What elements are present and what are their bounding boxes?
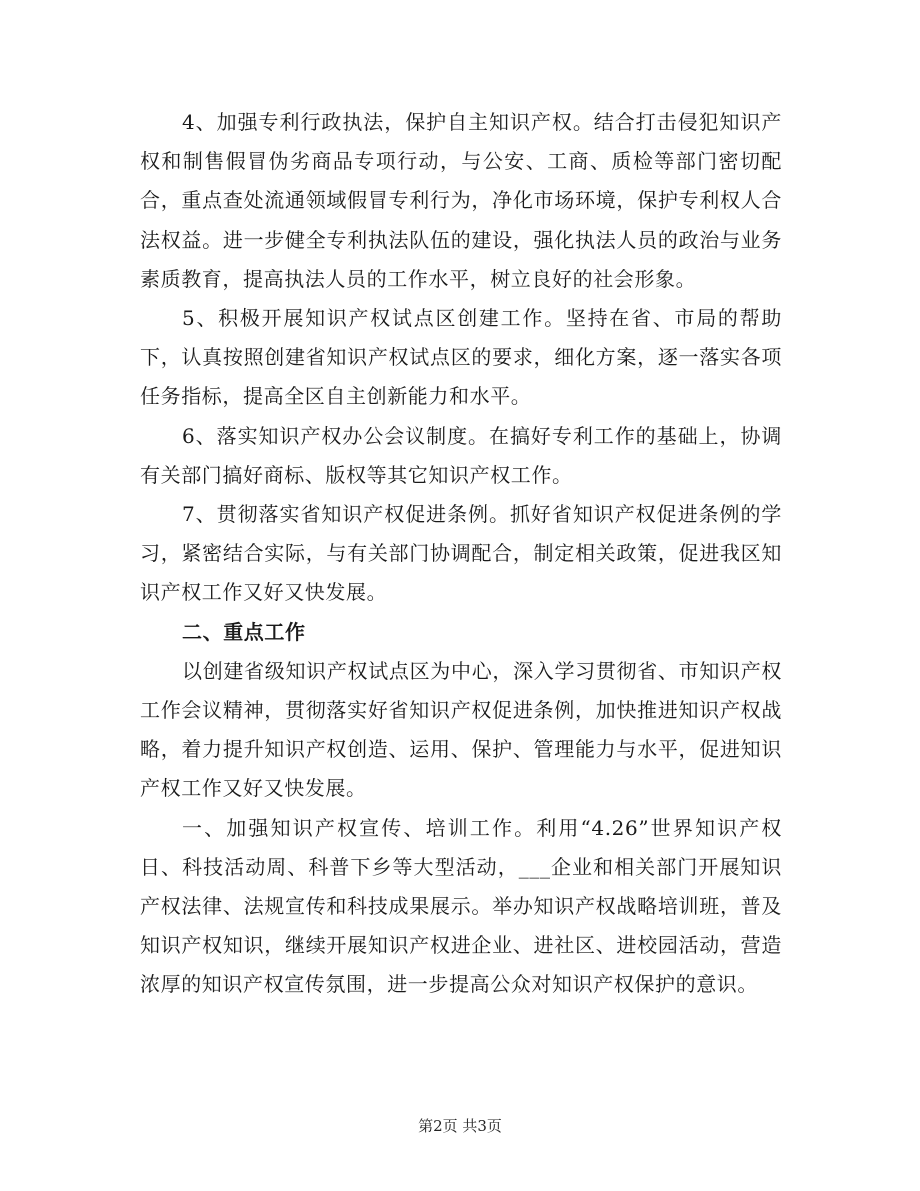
page-indicator: 第2页 共3页 [418, 1117, 502, 1135]
paragraph-item-5: 5、积极开展知识产权试点区创建工作。坚持在省、市局的帮助下，认真按照创建省知识产权试点区的要求，细化方案，逐一落实各项任务指标，提高全区自主创新能力和水平。 [140, 306, 782, 409]
section-heading: 二、重点工作 [182, 619, 306, 644]
paragraph-item-7: 7、贯彻落实省知识产权促进条例。抓好省知识产权促进条例的学习，紧密结合实际，与有关部门协调配合，制定相关政策，促进我区知识产权工作又好又快发展。 [140, 502, 782, 605]
paragraph-item-one: 一、加强知识产权宣传、培训工作。利用“4.26”世界知识产权日、科技活动周、科普下乡等大型活动，___企业和相关部门开展知识产权法律、法规宣传和科技成果展示。举办知识产权战略培训班，普及知识产权知识，继续开展知识产权进企业、进社区、进校园活动，营造浓厚的知识产权宣传氛围，进一步提高公众对知识产权保护的意识。 [140, 815, 782, 997]
document-body [140, 103, 782, 1005]
paragraph-intro: 以创建省级知识产权试点区为中心，深入学习贯彻省、市知识产权工作会议精神，贯彻落实好省知识产权促进条例，加快推进知识产权战略，着力提升知识产权创造、运用、保护、管理能力与水平，促进知识产权工作又好又快发展。 [140, 658, 782, 801]
paragraph-item-6: 6、落实知识产权办公会议制度。在搞好专利工作的基础上，协调有关部门搞好商标、版权等其它知识产权工作。 [140, 423, 782, 487]
paragraph-item-4: 4、加强专利行政执法，保护自主知识产权。结合打击侵犯知识产权和制售假冒伪劣商品专项行动，与公安、工商、质检等部门密切配合，重点查处流通领域假冒专利行为，净化市场环境，保护专利权人合法权益。进一步健全专利执法队伍的建设，强化执法人员的政治与业务素质教育，提高执法人员的工作水平，树立良好的社会形象。 [140, 110, 782, 291]
